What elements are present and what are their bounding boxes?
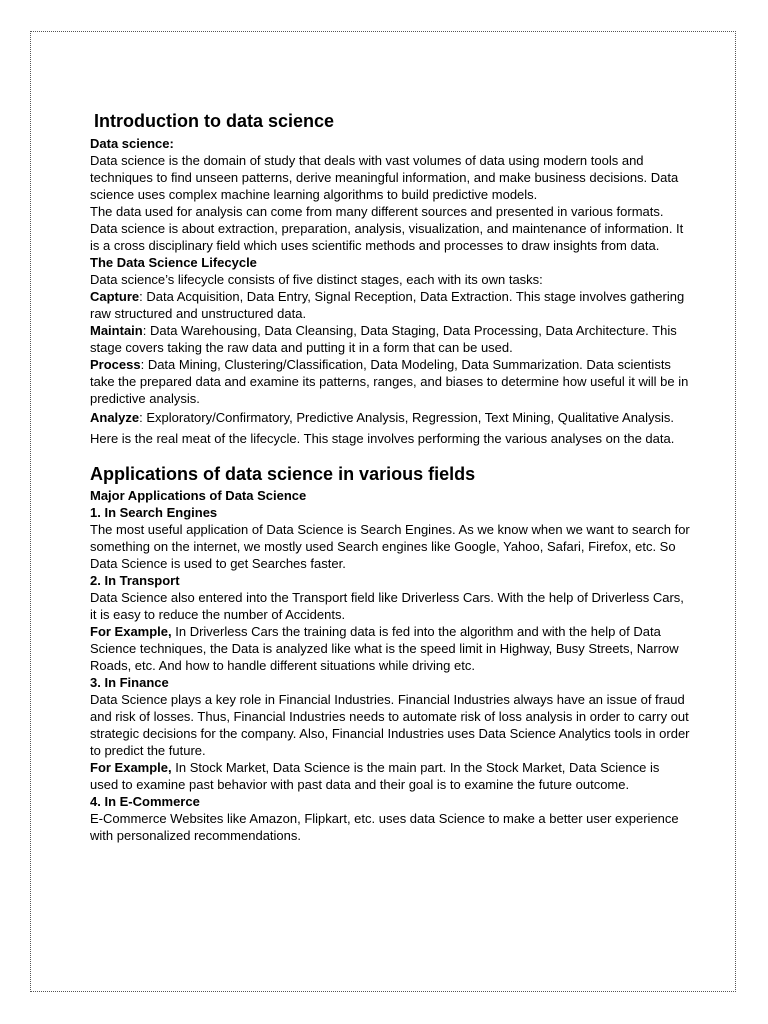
stage-capture: [90, 288, 690, 322]
search-engines-text: The most useful application of Data Science is Search Engines. As we know when we want to search for something on the internet, we mostly used Search engines like Google, Yahoo, Safari, Firefox, etc. So Data Science is used to get Searches faster.: [90, 522, 690, 571]
transport-example: [90, 623, 690, 674]
transport-heading: 2. In Transport: [90, 573, 180, 588]
lifecycle-heading: The Data Science Lifecycle: [90, 255, 257, 270]
search-engines-heading: 1. In Search Engines: [90, 505, 218, 520]
applications-title: Applications of data science in various fields: [90, 464, 476, 484]
intro-paragraph: Data science is about extraction, preparation, analysis, visualization, and maintenance of information. It is a cross disciplinary field which uses scientific methods and processes to draw insights from data.: [90, 221, 684, 253]
example-label: For Example,: [90, 624, 172, 639]
stage-text: : Data Mining, Clustering/Classification, Data Modeling, Data Summarization. Data scientists take the prepared data and examine its patterns, ranges, and biases to determine how useful it will be in predictive analysis.: [90, 357, 689, 406]
stage-maintain: [90, 322, 690, 356]
example-text: In Stock Market, Data Science is the main part. In the Stock Market, Data Science is used to examine past behavior with past data and their goal is to examine the future outcome.: [90, 760, 660, 792]
major-applications-heading: Major Applications of Data Science: [90, 488, 307, 503]
stage-text: : Exploratory/Confirmatory, Predictive Analysis, Regression, Text Mining, Qualitative Analysis. Here is the real meat of the lifecycle. This stage involves performing the various analyses on the data.: [90, 410, 675, 446]
stage-process: [90, 356, 690, 407]
finance-heading: 3. In Finance: [90, 675, 169, 690]
ecommerce-text: E-Commerce Websites like Amazon, Flipkart, etc. uses data Science to make a better user experience with personalized recommendations.: [90, 811, 679, 843]
finance-example: [90, 759, 690, 793]
lifecycle-intro: Data science’s lifecycle consists of five distinct stages, each with its own tasks:: [90, 272, 543, 287]
example-label: For Example,: [90, 760, 172, 775]
stage-term: Capture: [90, 289, 140, 304]
intro-paragraph: Data science is the domain of study that deals with vast volumes of data using modern tools and techniques to find unseen patterns, derive meaningful information, and make business decisions. Data science uses complex machine learning algorithms to build predictive models.: [90, 153, 679, 202]
stage-text: : Data Acquisition, Data Entry, Signal Reception, Data Extraction. This stage involves gathering raw structured and unstructured data.: [90, 289, 685, 321]
intro-paragraph: The data used for analysis can come from many different sources and presented in various formats.: [90, 204, 664, 219]
intro-title: Introduction to data science: [94, 111, 335, 131]
stage-text: : Data Warehousing, Data Cleansing, Data Staging, Data Processing, Data Architecture. This stage covers taking the raw data and putting it in a form that can be used.: [90, 323, 677, 355]
stage-analyze: [90, 407, 690, 449]
stage-term: Analyze: [90, 410, 140, 425]
stage-term: Maintain: [90, 323, 143, 338]
document-content: [90, 110, 690, 844]
ecommerce-heading: 4. In E-Commerce: [90, 794, 200, 809]
transport-text: Data Science also entered into the Transport field like Driverless Cars. With the help of Driverless Cars, it is easy to reduce the number of Accidents.: [90, 590, 684, 622]
example-text: In Driverless Cars the training data is fed into the algorithm and with the help of Data Science techniques, the Data is analyzed like what is the speed limit in Highway, Busy Streets, Narrow Roads, etc. And how to handle different situations while driving etc.: [90, 624, 679, 673]
finance-text: Data Science plays a key role in Financial Industries. Financial Industries always have an issue of fraud and risk of losses. Thus, Financial Industries needs to automate risk of loss analysis in order to carry out strategic decisions for the company. Also, Financial Industries uses Data Science Analytics tools in order to predict the future.: [90, 692, 690, 758]
data-science-heading: Data science:: [90, 136, 174, 151]
stage-term: Process: [90, 357, 141, 372]
